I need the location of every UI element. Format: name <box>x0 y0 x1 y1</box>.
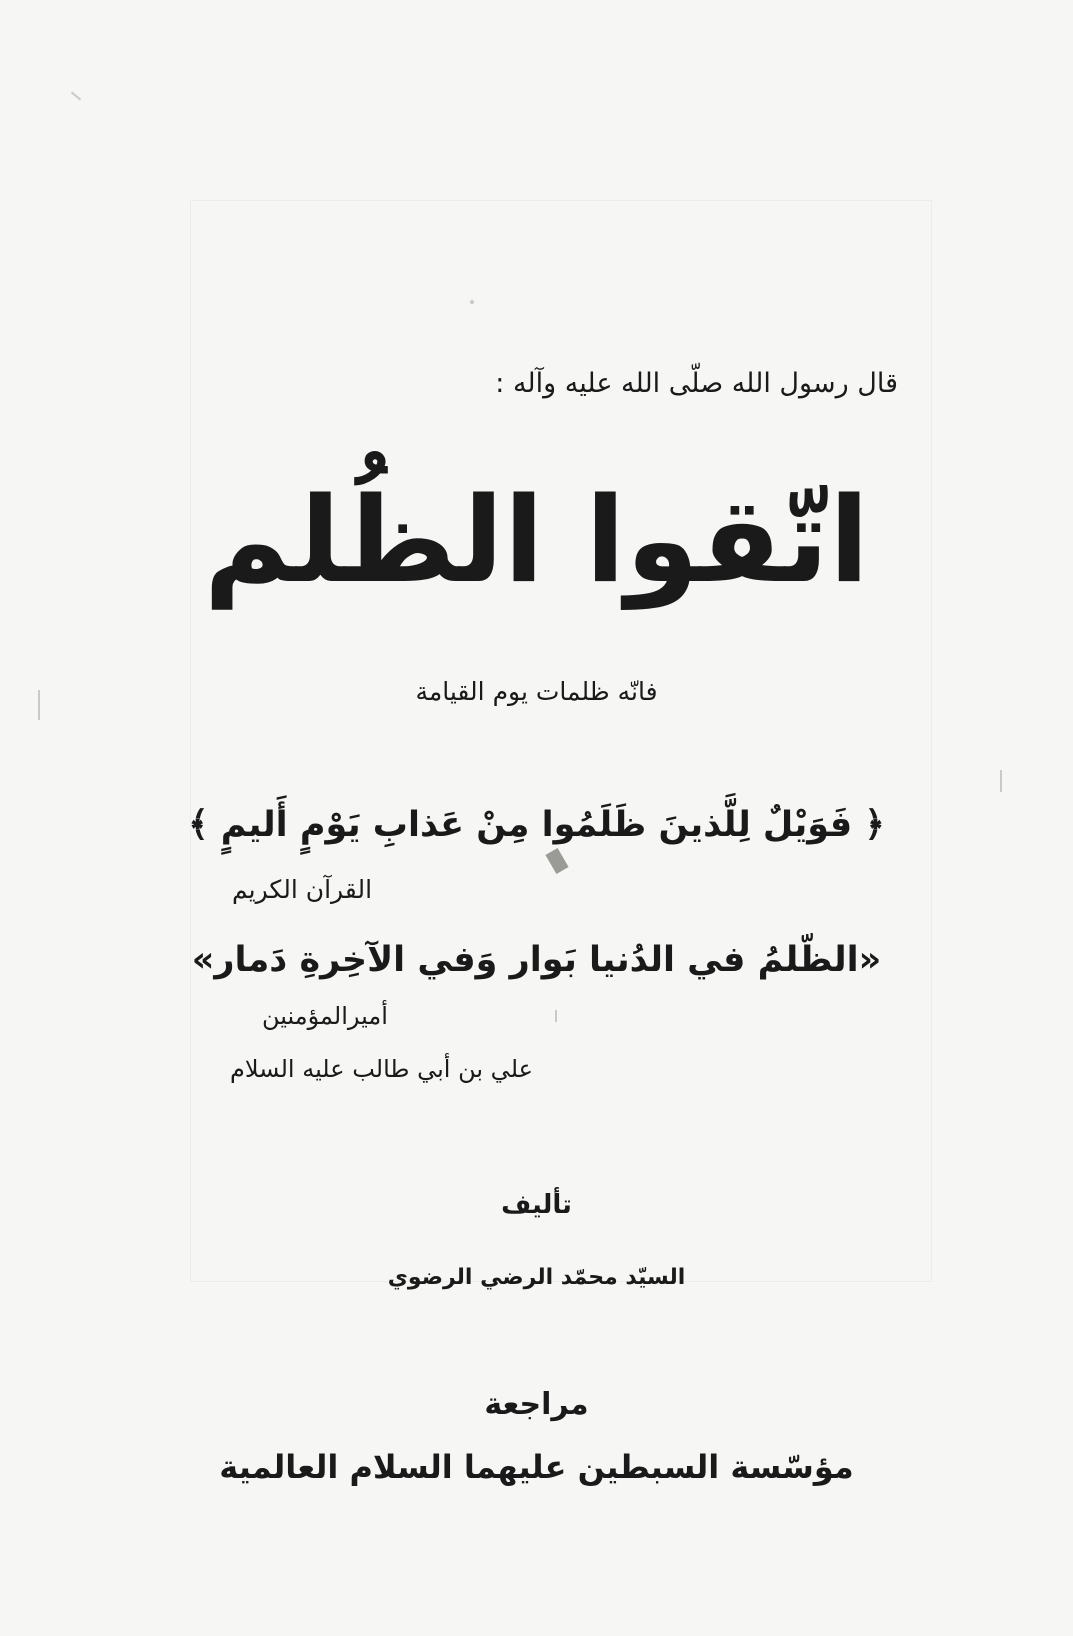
scan-speck <box>555 1010 557 1022</box>
hadith-quote: «الظّلمُ في الدُنيا بَوار وَفي الآخِرةِ دَمار» <box>191 940 882 980</box>
intro-line: قال رسول الله صلّى الله عليه وآله : <box>495 368 898 399</box>
hadith-source-title: أميرالمؤمنين <box>262 1002 388 1030</box>
scan-speck <box>1000 770 1002 792</box>
page-subtitle: فانّه ظلمات يوم القيامة <box>415 677 658 706</box>
bleed-through-frame <box>190 200 932 1282</box>
verse-source: القرآن الكريم <box>232 875 373 904</box>
page-title: اتّقوا الظُلم <box>203 471 870 609</box>
hadith-source-name: علي بن أبي طالب عليه السلام <box>230 1055 533 1083</box>
author-name: السيّد محمّد الرضي الرضوي <box>387 1265 686 1290</box>
review-label: مراجعة <box>484 1387 589 1422</box>
quran-verse: ﴿ فَوَيْلٌ لِلَّذينَ ظَلَمُوا مِنْ عَذابِ يَوْمٍ أَليمٍ ﴾ <box>188 805 885 845</box>
scan-speck <box>470 300 474 304</box>
author-label: تأليف <box>501 1190 572 1220</box>
scan-speck <box>71 91 81 100</box>
review-organization: مؤسّسة السبطين عليهما السلام العالمية <box>219 1448 854 1486</box>
